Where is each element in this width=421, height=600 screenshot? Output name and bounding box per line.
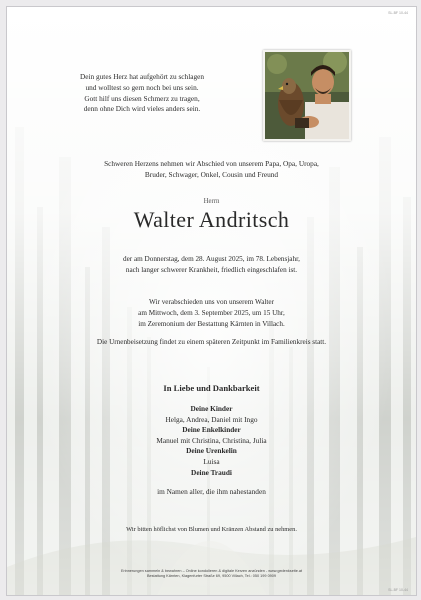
great-grandchildren-heading: Deine Urenkelin bbox=[186, 446, 237, 456]
death-notice bbox=[27, 254, 396, 276]
farewell-line: im Zeremonium der Bestattung Kärnten in Villach. bbox=[138, 319, 285, 328]
footer-line: Bestattung Kärnten, Klagenfurter Straße 69, 9500 Villach, Tel.: 050 199 0909 bbox=[146, 574, 277, 579]
announcement bbox=[47, 158, 376, 180]
farewell-details bbox=[27, 297, 396, 329]
honorific: Herrn bbox=[203, 198, 220, 205]
obituary-sheet bbox=[6, 6, 417, 596]
farewell-line: Wir verabschieden uns von unserem Walter bbox=[149, 298, 274, 306]
verse-line: und wolltest so gern noch bei uns sein. bbox=[85, 82, 199, 92]
portrait-photo bbox=[263, 50, 351, 141]
verse-line: Dein gutes Herz hat aufgehört zu schlagen bbox=[80, 72, 204, 81]
announcement-line: Schweren Herzens nehmen wir Abschied von unserem Papa, Opa, Uropa, bbox=[104, 159, 319, 168]
death-notice-line: nach langer schwerer Krankheit, friedlich eingeschlafen ist. bbox=[125, 265, 298, 274]
grandchildren-names: Manuel mit Christina, Christina, Julia bbox=[156, 435, 267, 445]
closing-line: im Namen aller, die ihm nahestanden bbox=[157, 487, 266, 496]
memorial-verse bbox=[57, 72, 227, 115]
verse-line: Gott hilf uns diesen Schmerz zu tragen, bbox=[84, 93, 200, 103]
funeral-home-footer bbox=[47, 569, 376, 580]
reference-code-top: SL-BF 10-44 bbox=[388, 11, 408, 15]
announcement-line: Bruder, Schwager, Onkel, Cousin und Freund bbox=[144, 170, 279, 179]
footer-line: Erinnerungen sammeln & bewahren – Online kondolieren & digitale Kerzen anzünden - www.gedenkseite.at bbox=[120, 569, 303, 573]
family-list bbox=[47, 404, 376, 478]
death-notice-line: der am Donnerstag, dem 28. August 2025, im 78. Lebensjahr, bbox=[123, 255, 300, 263]
urn-note: Die Urnenbeisetzung findet zu einem späteren Zeitpunkt im Familienkreis statt. bbox=[96, 338, 327, 346]
flower-request: Wir bitten höflichst von Blumen und Kränzen Abstand zu nehmen. bbox=[126, 526, 297, 533]
reference-code-bottom: SL-BF 10-44 bbox=[388, 588, 408, 592]
children-names: Helga, Andrea, Daniel mit Ingo bbox=[165, 414, 258, 424]
children-heading: Deine Kinder bbox=[190, 404, 233, 413]
partner-name: Deine Traudi bbox=[191, 467, 232, 477]
grandchildren-heading: Deine Enkelkinder bbox=[182, 425, 241, 435]
deceased-name: Walter Andritsch bbox=[133, 207, 290, 232]
farewell-line: am Mittwoch, dem 3. September 2025, um 15 Uhr, bbox=[138, 308, 285, 317]
love-line: In Liebe und Dankbarkeit bbox=[163, 383, 260, 393]
verse-line: denn ohne Dich wird vieles anders sein. bbox=[83, 104, 201, 114]
great-grandchildren-names: Luisa bbox=[203, 456, 220, 466]
